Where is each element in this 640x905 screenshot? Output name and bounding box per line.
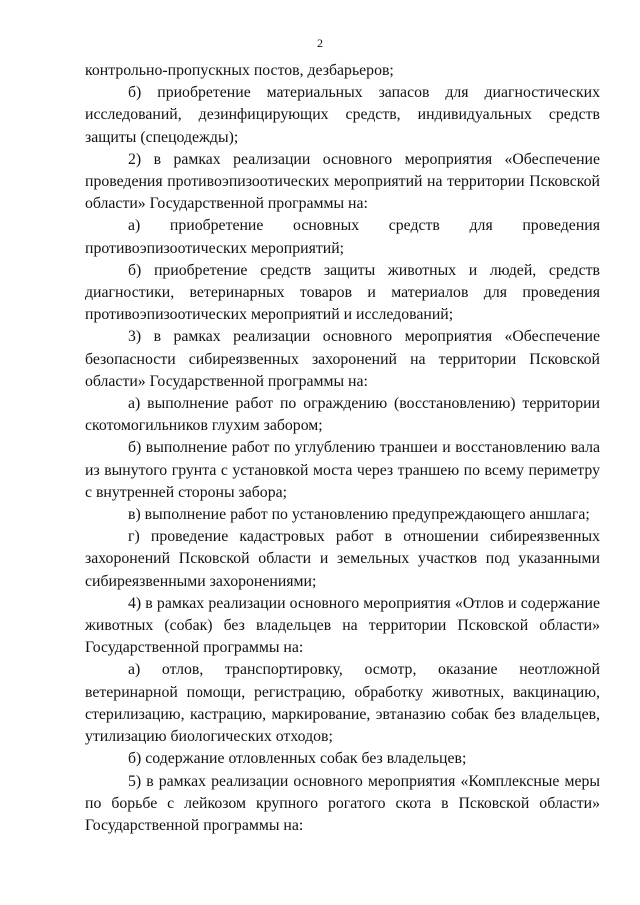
paragraph: 3) в рамках реализации основного мероприятия «Обеспечение безопасности сибиреязвенных захоронений на территории Псковской области» Государственной программы на: bbox=[85, 328, 600, 390]
paragraph: б) содержание отловленных собак без владельцев; bbox=[128, 750, 467, 768]
paragraph: а) отлов, транспортировку, осмотр, оказание неотложной ветеринарной помощи, регистрацию, обработку животных, вакцинацию, стерилизацию, кастрацию, маркирование, эвтаназию собак без владельцев, утилизацию биологических отходов; bbox=[85, 661, 600, 746]
paragraph: б) выполнение работ по углублению траншеи и восстановлению вала из вынутого грунта с установкой моста через траншею по всему периметру с внутренней стороны забора; bbox=[85, 439, 600, 501]
document-body bbox=[85, 60, 600, 837]
paragraph: г) проведение кадастровых работ в отношении сибиреязвенных захоронений Псковской области и земельных участков под указанными сибиреязвенными захоронениями; bbox=[85, 528, 600, 590]
paragraph: б) приобретение материальных запасов для диагностических исследований, дезинфицирующих средств, индивидуальных средств защиты (спецодежды); bbox=[85, 84, 600, 146]
page-number: 2 bbox=[317, 36, 323, 50]
paragraph: а) приобретение основных средств для проведения противоэпизоотических мероприятий; bbox=[85, 217, 600, 257]
paragraph: а) выполнение работ по ограждению (восстановлению) территории скотомогильников глухим забором; bbox=[85, 395, 600, 435]
paragraph: контрольно-пропускных постов, дезбарьеров; bbox=[85, 62, 394, 79]
paragraph: 5) в рамках реализации основного мероприятия «Комплексные меры по борьбе с лейкозом крупного рогатого скота в Псковской области» Государственной программы на: bbox=[85, 772, 600, 834]
paragraph: 4) в рамках реализации основного мероприятия «Отлов и содержание животных (собак) без владельцев на территории Псковской области» Государственной программы на: bbox=[85, 594, 600, 657]
paragraph: 2) в рамках реализации основного мероприятия «Обеспечение проведения противоэпизоотических мероприятий на территории Псковской области» Государственной программы на: bbox=[85, 150, 600, 213]
paragraph: в) выполнение работ по установлению предупреждающего аншлага; bbox=[128, 506, 590, 524]
paragraph: б) приобретение средств защиты животных и людей, средств диагностики, ветеринарных товаров и материалов для проведения противоэпизоотических мероприятий и исследований; bbox=[85, 261, 600, 324]
